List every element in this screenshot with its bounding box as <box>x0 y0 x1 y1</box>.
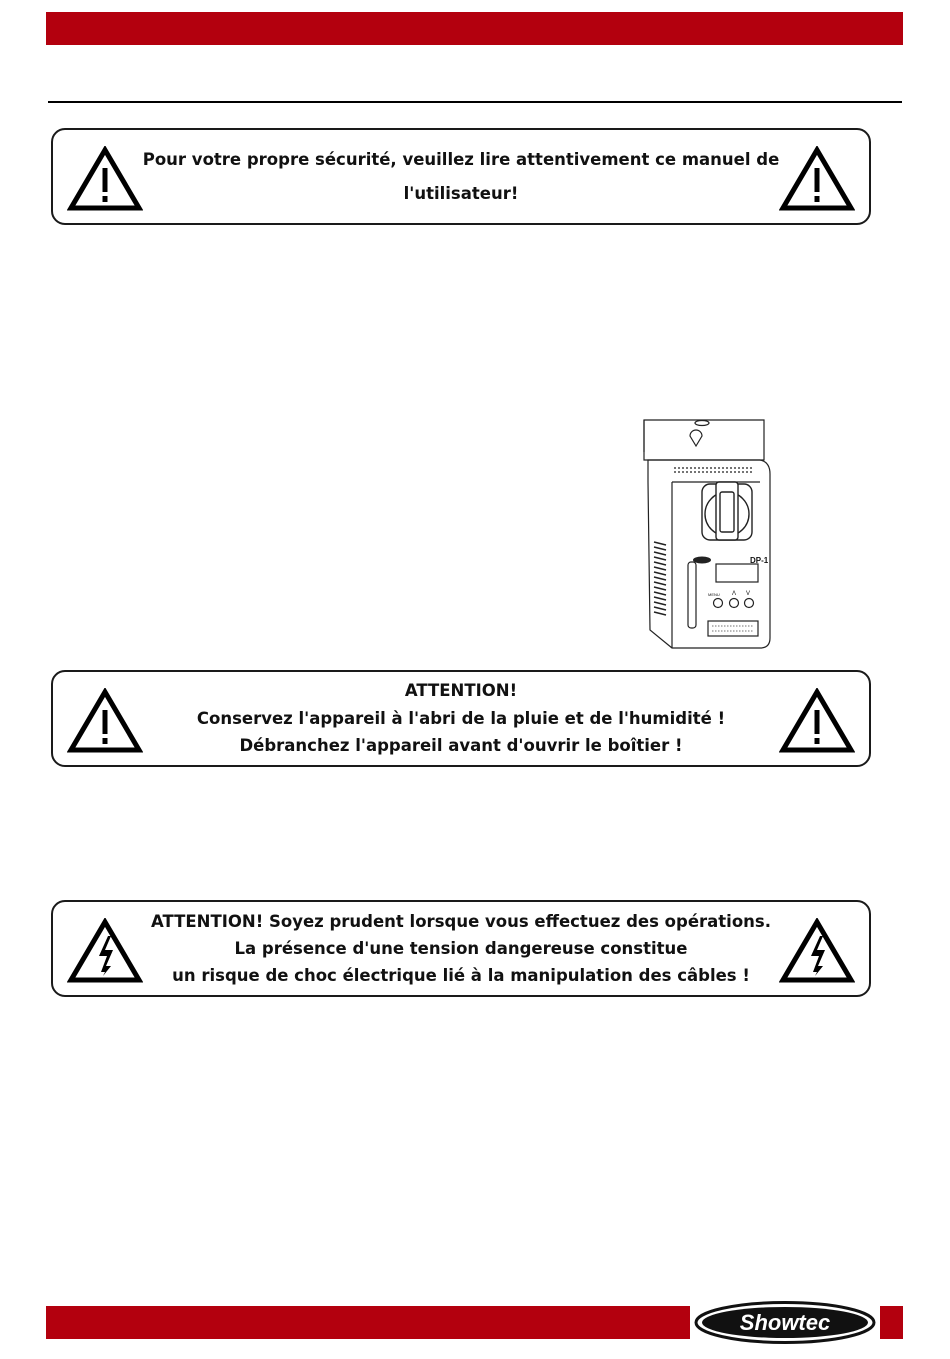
device-button-label-menu: MENU <box>708 592 720 597</box>
moisture-warning-line-3: Débranchez l'appareil avant d'ouvrir le boîtier ! <box>239 736 683 756</box>
header-divider <box>48 101 902 103</box>
moisture-warning-line-1: ATTENTION! <box>404 681 518 701</box>
device-button-label-up: Λ <box>732 591 737 597</box>
electrical-warning-line-2: La présence d'une tension dangereuse constitue <box>234 939 688 958</box>
exclamation-warning-icon <box>67 688 143 754</box>
electric-shock-warning-icon <box>779 918 855 984</box>
safety-notice-line-1: Pour votre propre sécurité, veuillez lire attentivement ce manuel de <box>142 149 780 169</box>
electrical-warning-text <box>151 902 771 995</box>
moisture-warning-line-2: Conservez l'appareil à l'abri de la pluie et de l'humidité ! <box>196 708 726 728</box>
svg-text:Showtec: Showtec <box>739 1310 831 1335</box>
showtec-logo <box>693 1300 878 1345</box>
safety-notice-line-2: l'utilisateur! <box>403 183 519 203</box>
electrical-warning-box <box>51 900 871 997</box>
safety-notice-text <box>142 130 780 223</box>
exclamation-warning-icon <box>67 146 143 212</box>
electrical-warning-line-1: ATTENTION! Soyez prudent lorsque vous effectuez des opérations. <box>151 912 771 931</box>
exclamation-warning-icon <box>779 688 855 754</box>
footer-red-bar <box>46 1306 690 1339</box>
safety-notice-box <box>51 128 871 225</box>
header-red-bar <box>46 12 903 45</box>
device-illustration <box>632 412 777 652</box>
moisture-warning-text <box>158 672 764 765</box>
electric-shock-warning-icon <box>67 918 143 984</box>
electrical-warning-line-3: un risque de choc électrique lié à la manipulation des câbles ! <box>172 966 750 985</box>
device-button-label-down: V <box>746 591 751 597</box>
footer-red-bar-tail <box>880 1306 903 1339</box>
exclamation-warning-icon <box>779 146 855 212</box>
device-model-label: DP-1 <box>750 556 769 565</box>
moisture-warning-box <box>51 670 871 767</box>
